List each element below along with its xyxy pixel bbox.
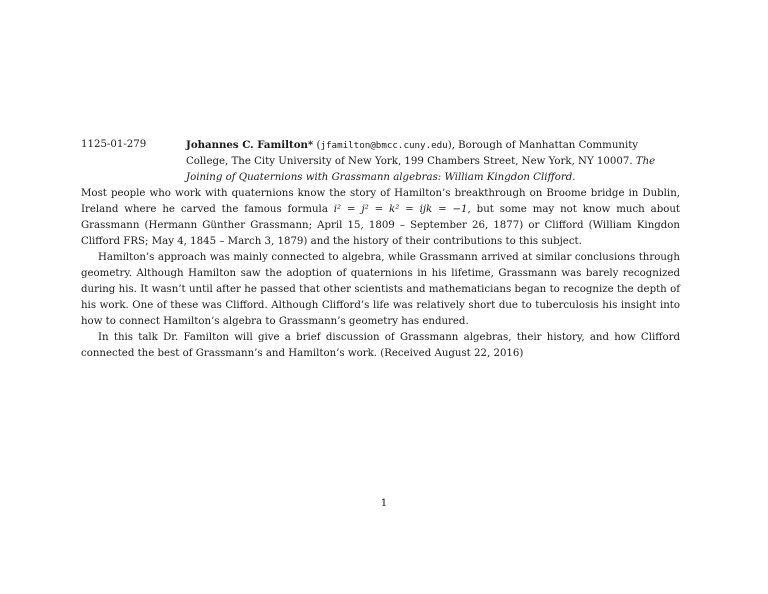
abstract-header-text <box>186 137 680 186</box>
abstract-paragraph-2: Hamilton’s approach was mainly connected to algebra, while Grassmann arrived at similar conclusions through geometry. Although Hamilton saw the adoption of quaternions in his lifetime, Grassmann was barely recognized during his. It wasn’t until after he passed that other scientists and mathematicians began to recognize the depth of his work. One of these was Clifford. Although Clifford’s life was relatively short due to tuberculosis his insight into how to connect Hamilton’s algebra to Grassmann’s geometry has endured. <box>81 252 680 327</box>
abstract-block <box>81 137 680 362</box>
page-number: 1 <box>380 498 388 509</box>
paragraph-1-text-b: , but some may not know much about Grassmann (Hermann Günther Grassmann; April 15, 1809 – September 26, 1877) or Clifford (William Kingdon Clifford FRS; May 4, 1845 – March 3, 1879) and the history of their contributions to this subject. <box>81 204 681 247</box>
hamilton-formula: i² = j² = k² = ijk = −1 <box>333 204 468 215</box>
author-affiliation: Borough of Manhattan Community College, The City University of New York, 199 Chambers Street, New York, NY 10007. <box>186 140 639 167</box>
email-close: ), <box>447 140 459 151</box>
author-email: jfamilton@bmcc.cuny.edu <box>320 140 448 151</box>
paragraph-1-text-a: Most people who work with quaternions know the story of Hamilton’s breakthrough on Broome bridge in Dublin, Ireland where he carved the famous formula <box>81 188 680 215</box>
abstract-paragraph-1 <box>81 186 680 250</box>
author-name: Johannes C. Familton* <box>186 139 314 151</box>
abstract-id: 1125-01-279 <box>81 139 147 150</box>
talk-title: The Joining of Quaternions with Grassmann algebras: William Kingdon Clifford. <box>186 156 656 183</box>
email-open: ( <box>313 140 321 151</box>
abstract-paragraph-3: In this talk Dr. Familton will give a brief discussion of Grassmann algebras, their history, and how Clifford connected the best of Grassmann’s and Hamilton’s work. (Received August 22, 2016) <box>81 332 680 359</box>
abstract-header <box>81 137 680 186</box>
